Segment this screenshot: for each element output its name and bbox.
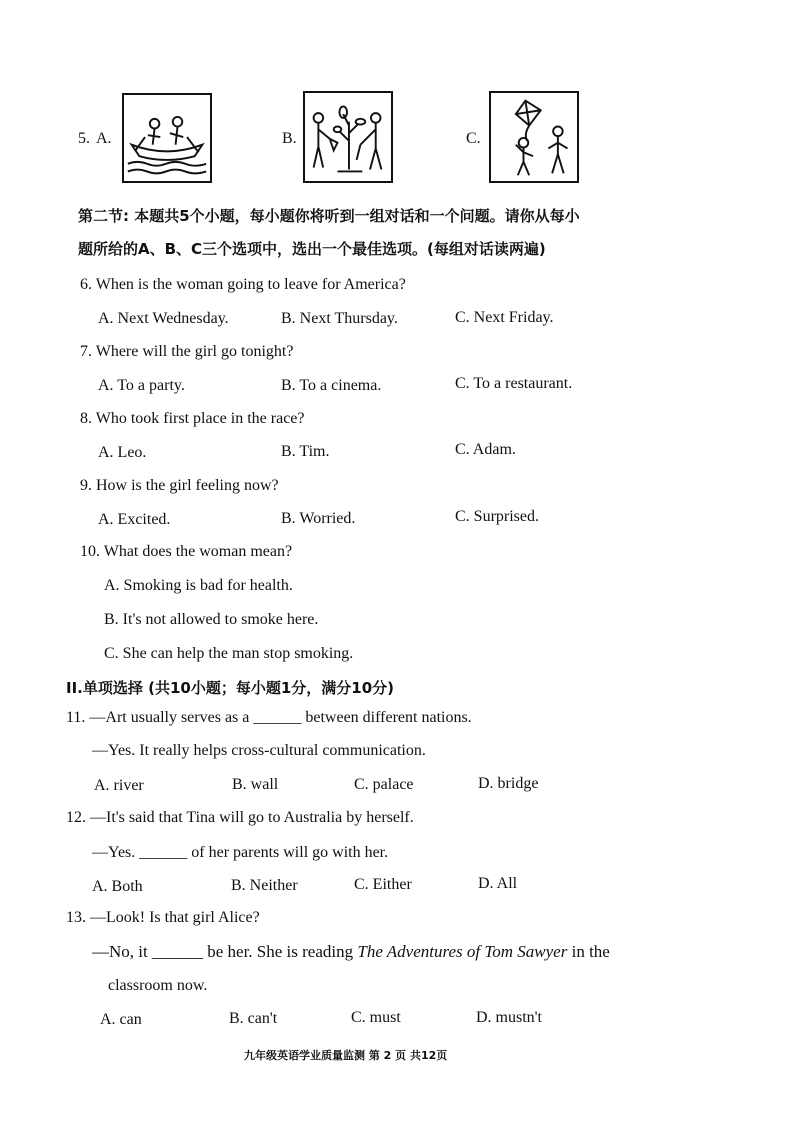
- q8-option-b: B. Tim.: [281, 443, 330, 460]
- q11-option-a: A. river: [94, 777, 144, 794]
- q13-option-a: A. can: [100, 1011, 142, 1028]
- part-2-heading: II.单项选择 (共10小题；每小题1分，满分10分): [66, 679, 394, 697]
- q9-option-b: B. Worried.: [281, 510, 356, 527]
- q5-option-c-label: C.: [466, 130, 481, 147]
- q13-line-2: [92, 942, 610, 962]
- q13-line-1: 13. —Look! Is that girl Alice?: [66, 909, 260, 926]
- q8-option-a: A. Leo.: [98, 444, 147, 461]
- q7-option-c: C. To a restaurant.: [455, 375, 573, 392]
- q12-line-2: —Yes. ______ of her parents will go with her.: [92, 844, 389, 861]
- q11-option-c: C. palace: [354, 776, 414, 793]
- q8-stem: 8. Who took first place in the race?: [80, 410, 305, 427]
- q11-option-d: D. bridge: [478, 775, 539, 792]
- q7-option-b: B. To a cinema.: [281, 377, 382, 394]
- q13-line-3: classroom now.: [108, 977, 208, 994]
- q5-number: 5.: [78, 130, 90, 147]
- q5-option-b-label: B.: [282, 130, 297, 147]
- q6-option-b: B. Next Thursday.: [281, 310, 398, 327]
- q8-option-c: C. Adam.: [455, 441, 516, 458]
- q10-option-a: A. Smoking is bad for health.: [104, 577, 293, 594]
- q13-line-2-pre: —No, it ______ be her. She is reading: [92, 942, 358, 961]
- q7-stem: 7. Where will the girl go tonight?: [80, 343, 294, 360]
- tree-planting-icon: [303, 91, 393, 183]
- q12-line-1: 12. —It's said that Tina will go to Australia by herself.: [66, 809, 414, 826]
- q6-option-a: A. Next Wednesday.: [98, 310, 229, 327]
- q12-option-c: C. Either: [354, 876, 412, 893]
- page-footer: 九年级英语学业质量监测 第 2 页 共12页: [244, 1049, 448, 1062]
- q10-stem: 10. What does the woman mean?: [80, 543, 293, 560]
- q9-option-c: C. Surprised.: [455, 508, 539, 525]
- q9-stem: 9. How is the girl feeling now?: [80, 477, 279, 494]
- rowing-boat-icon: [122, 93, 212, 183]
- q12-option-b: B. Neither: [231, 877, 298, 894]
- q10-option-c: C. She can help the man stop smoking.: [104, 645, 354, 662]
- q11-option-b: B. wall: [232, 776, 279, 793]
- q13-book-title: The Adventures of Tom Sawyer: [357, 942, 568, 961]
- q11-line-1: 11. —Art usually serves as a ______ between different nations.: [66, 709, 472, 726]
- q13-line-2-post: in the: [567, 942, 610, 961]
- flying-kite-icon: [489, 91, 579, 183]
- q13-option-b: B. can't: [229, 1010, 278, 1027]
- q11-line-2: —Yes. It really helps cross-cultural communication.: [92, 742, 426, 759]
- section-2-instructions-line-1: 第二节: 本题共5个小题，每小题你将听到一组对话和一个问题。请你从每小: [78, 207, 580, 225]
- q13-option-c: C. must: [351, 1009, 401, 1026]
- q7-option-a: A. To a party.: [98, 377, 185, 394]
- q10-option-b: B. It's not allowed to smoke here.: [104, 611, 319, 628]
- section-2-instructions-line-2: 题所给的A、B、C三个选项中，选出一个最佳选项。(每组对话读两遍): [78, 240, 546, 258]
- q12-option-a: A. Both: [92, 878, 143, 895]
- q13-option-d: D. mustn't: [476, 1009, 542, 1026]
- q6-option-c: C. Next Friday.: [455, 309, 554, 326]
- q9-option-a: A. Excited.: [98, 511, 171, 528]
- q5-option-a-label: A.: [96, 130, 112, 147]
- q6-stem: 6. When is the woman going to leave for America?: [80, 276, 406, 293]
- q12-option-d: D. All: [478, 875, 518, 892]
